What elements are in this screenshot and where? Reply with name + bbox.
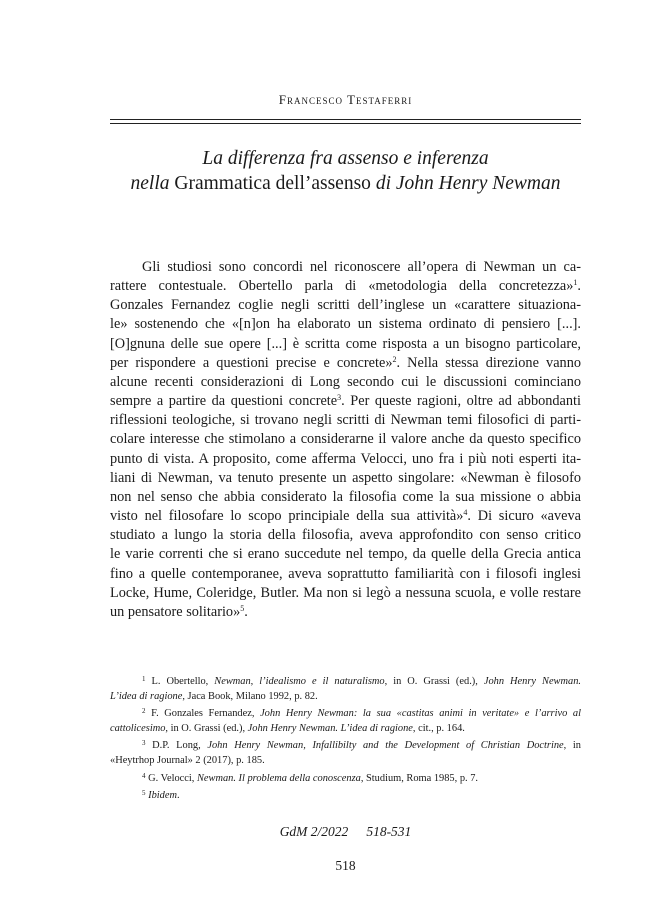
body-line: liani di Newman, va tenuto presente un aspetto singolare: «Newman è filosofo xyxy=(110,469,581,486)
body-line: rattere contestuale. Obertello parla di «metodologia della concretezza»$^1$. xyxy=(110,278,581,295)
footnotes xyxy=(110,672,581,804)
body-line: studiato a lungo la storia della filosofia, aveva approfondito con senso critico xyxy=(110,527,581,544)
header-rule-top xyxy=(110,119,581,120)
footnote-1-cont: L’idea di ragione, Jaca Book, Milano 1992, p. 82. xyxy=(110,690,318,702)
body-line: le varie correnti che si erano succedute nel tempo, da quelle della Grecia antica xyxy=(110,546,581,563)
footnote-ref: 2 xyxy=(392,354,397,364)
body-line: per rispondere a questioni precise e concrete»$^2$. Nella stessa direzione vanno xyxy=(110,354,581,371)
body-line: [O]gnuna delle sue opere [...] è scritta come risposta a un bisogno particolare, xyxy=(110,335,581,352)
running-header-author: Francesco Testaferri xyxy=(278,92,413,107)
footnote-ref: 4 xyxy=(463,508,468,518)
article-title xyxy=(96,146,595,196)
body-line: punto di vista. A proposito, come afferma Velocci, uno fra i più noti esperti ita- xyxy=(110,450,581,467)
body-line: fino a quelle contemporanee, aveva soprattutto familiarità con i filosofi inglesi xyxy=(110,565,581,582)
body-line: riflessioni teologiche, si trovano negli scritti di Newman temi filosofici di parti- xyxy=(110,412,581,429)
footnote-2: $^2$ F. Gonzales Fernandez, John Henry Newman: la sua «castitas animi in veritate» e l’arrivo al xyxy=(142,707,581,720)
journal-reference: GdM 2/2022 518-531 xyxy=(279,824,412,839)
title-line-2: nella Grammatica dell’assenso di John Henry Newman xyxy=(130,173,561,194)
body-line: Gonzales Fernandez coglie negli scritti dell’inglese un «carattere situaziona- xyxy=(110,297,581,314)
title-line-1: La differenza fra assenso e inferenza xyxy=(202,148,489,169)
body-line: Locke, Hume, Coleridge, Butler. Ma non si legò a nessuna scuola, e volle restare xyxy=(110,584,581,601)
footnote-3: $^3$ D.P. Long, John Henry Newman, Infallibilty and the Development of Christian Doctrine, in xyxy=(142,739,581,752)
footnote-ref: 1 xyxy=(573,278,578,288)
body-line: non nel senso che abbia considerato la filosofia come la sua missione o abbia xyxy=(110,488,581,505)
footnote-3-cont: «Heytrhop Journal» 2 (2017), p. 185. xyxy=(110,754,265,766)
footnote-2-cont: cattolicesimo, in O. Grassi (ed.), John Henry Newman. L’idea di ragione, cit., p. 164. xyxy=(110,722,465,734)
body-line: le» sostenendo che «[n]on ha elaborato un sistema ordinato di pensiero [...]. xyxy=(110,316,581,333)
body-line: alcune recenti considerazioni di Long secondo cui le discussioni cominciano xyxy=(110,373,581,390)
header-rule-bottom xyxy=(110,123,581,124)
body-paragraph xyxy=(110,258,581,622)
body-line: colare interesse che stimolano a considerarne il valore anche da questo specifico xyxy=(110,431,581,448)
body-line: sempre a partire da questioni concrete$^3$. Per queste ragioni, oltre ad abbondanti xyxy=(110,393,581,410)
footnote-4: $^4$ G. Velocci, Newman. Il problema della conoscenza, Studium, Roma 1985, p. 7. xyxy=(142,771,479,784)
footnote-1: $^1$ L. Obertello, Newman, l’idealismo e il naturalismo, in O. Grassi (ed.), John Henry Newman. xyxy=(142,675,581,687)
body-line: un pensatore solitario»$^5$. xyxy=(110,603,248,620)
footnote-ref: 3 xyxy=(337,393,342,403)
body-line: visto nel filosofare lo scopo principiale della sua attività»$^4$. Di sicuro «aveva xyxy=(110,508,581,525)
footnote-5: $^5$ Ibidem. xyxy=(142,789,180,802)
footnote-ref: 5 xyxy=(240,603,245,613)
page-number: 518 xyxy=(335,858,356,873)
body-line: Gli studiosi sono concordi nel riconoscere all’opera di Newman un ca- xyxy=(142,259,581,275)
